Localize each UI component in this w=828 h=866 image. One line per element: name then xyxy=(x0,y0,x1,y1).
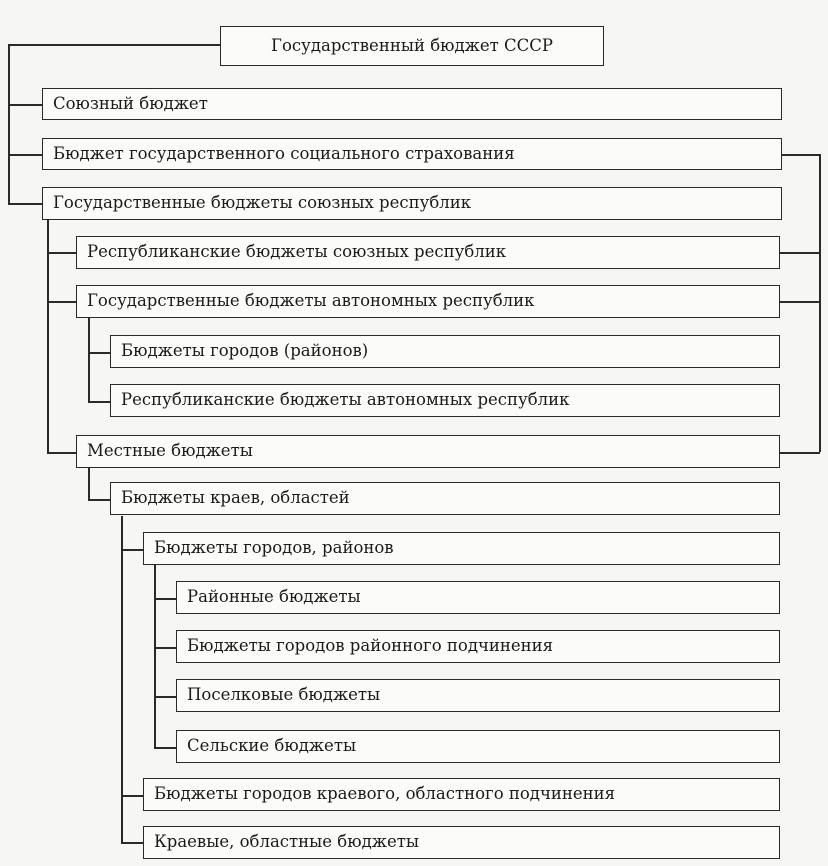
connector xyxy=(121,516,123,843)
district-budgets-label: Районные бюджеты xyxy=(187,587,361,607)
district-subordinate-cities-budgets-box xyxy=(176,630,780,663)
connector xyxy=(8,44,10,204)
union-republics-state-budgets-label: Государственные бюджеты союзных республик xyxy=(53,193,472,213)
union-budget-box xyxy=(42,88,782,120)
connector xyxy=(88,352,110,354)
connector xyxy=(8,154,42,156)
local-budgets-label: Местные бюджеты xyxy=(87,441,253,461)
settlement-budgets-label: Поселковые бюджеты xyxy=(187,685,381,705)
krai-oblast-subordinate-cities-budgets-box xyxy=(143,778,780,811)
settlement-budgets-box xyxy=(176,679,780,712)
union-budget-label: Союзный бюджет xyxy=(53,93,208,113)
connector xyxy=(47,452,76,454)
union-republics-state-budgets-box xyxy=(42,187,782,220)
connector xyxy=(780,252,820,254)
connector xyxy=(121,549,143,551)
autonomous-republics-republican-budgets-label: Республиканские бюджеты автономных республик xyxy=(121,390,570,410)
connector xyxy=(8,104,42,106)
union-republics-republican-budgets-label: Республиканские бюджеты союзных республик xyxy=(87,242,507,262)
connector xyxy=(819,154,821,452)
connector xyxy=(47,252,76,254)
krai-oblast-budgets-box xyxy=(110,482,780,515)
connector xyxy=(154,647,176,649)
state-budget-ussr-box xyxy=(220,26,604,66)
connector xyxy=(780,452,820,454)
rural-budgets-label: Сельские бюджеты xyxy=(187,736,357,756)
rural-budgets-box xyxy=(176,730,780,763)
autonomous-republics-republican-budgets-box xyxy=(110,384,780,417)
connector xyxy=(88,318,90,402)
district-subordinate-cities-budgets-label: Бюджеты городов районного подчинения xyxy=(187,636,554,656)
social-insurance-budget-label: Бюджет государственного социального страхования xyxy=(53,143,515,163)
connector xyxy=(47,220,49,453)
connector xyxy=(8,44,220,46)
cities-districts-budgets-label: Бюджеты городов, районов xyxy=(154,538,394,558)
krai-oblast-own-budgets-box xyxy=(143,826,780,859)
connector xyxy=(154,747,176,749)
connector xyxy=(47,301,76,303)
connector xyxy=(154,696,176,698)
state-budget-ussr-label: Государственный бюджет СССР xyxy=(271,35,553,55)
connector xyxy=(88,499,110,501)
connector xyxy=(121,795,143,797)
city-district-budgets-box xyxy=(110,335,780,368)
connector xyxy=(88,401,110,403)
krai-oblast-budgets-label: Бюджеты краев, областей xyxy=(121,488,350,508)
connector xyxy=(154,598,176,600)
connector xyxy=(8,203,42,205)
connector xyxy=(88,467,90,500)
connector xyxy=(154,565,156,748)
autonomous-republics-state-budgets-box xyxy=(76,285,780,318)
social-insurance-budget-box xyxy=(42,138,782,170)
connector xyxy=(121,842,143,844)
connector xyxy=(780,301,820,303)
krai-oblast-subordinate-cities-budgets-label: Бюджеты городов краевого, областного подчинения xyxy=(154,784,616,804)
local-budgets-box xyxy=(76,435,780,468)
cities-districts-budgets-box xyxy=(143,532,780,565)
autonomous-republics-state-budgets-label: Государственные бюджеты автономных республик xyxy=(87,291,535,311)
city-district-budgets-label: Бюджеты городов (районов) xyxy=(121,341,369,361)
district-budgets-box xyxy=(176,581,780,614)
connector xyxy=(780,154,820,156)
union-republics-republican-budgets-box xyxy=(76,236,780,269)
krai-oblast-own-budgets-label: Краевые, областные бюджеты xyxy=(154,832,419,852)
